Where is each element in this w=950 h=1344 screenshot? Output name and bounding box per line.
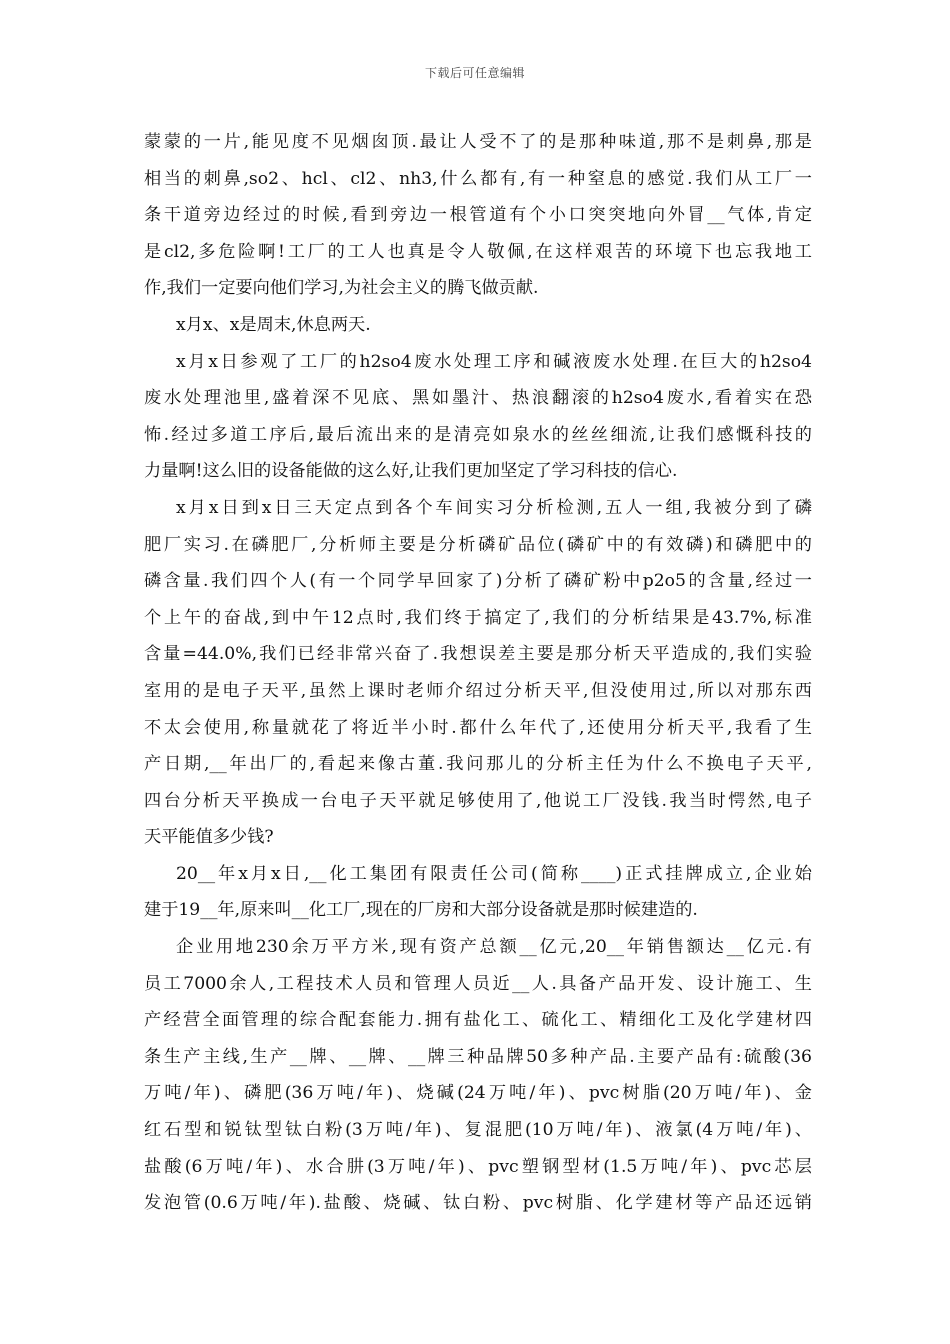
text-line: 蒙蒙的一片,能见度不见烟囱顶.最让人受不了的是那种味道,那不是刺鼻,那是 <box>144 132 812 152</box>
text-line: 相当的刺鼻,so2、hcl、cl2、nh3,什么都有,有一种窒息的感觉.我们从工厂一 <box>144 168 812 189</box>
text-line: 万吨/年)、磷肥(36万吨/年)、烧碱(24万吨/年)、pvc树脂(20万吨/年)、金 <box>144 1083 812 1104</box>
text-line: 天平能值多少钱? <box>144 827 274 848</box>
text-line: 磷含量.我们四个人(有一个同学早回家了)分析了磷矿粉中p2o5的含量,经过一 <box>144 571 812 592</box>
text-line: 产日期,__年出厂的,看起来像古董.我问那儿的分析主任为什么不换电子天平, <box>144 754 812 775</box>
text-line: 企业用地230余万平方米,现有资产总额__亿元,20__年销售额达__亿元.有 <box>176 937 812 958</box>
text-line: 作,我们一定要向他们学习,为社会主义的腾飞做贡献. <box>144 278 539 299</box>
text-line: 是cl2,多危险啊!工厂的工人也真是令人敬佩,在这样艰苦的环境下也忘我地工 <box>144 241 812 262</box>
document-body <box>144 124 812 1222</box>
text-line: 肥厂实习.在磷肥厂,分析师主要是分析磷矿品位(磷矿中的有效磷)和磷肥中的 <box>144 534 812 555</box>
text-line: 含量=44.0%,我们已经非常兴奋了.我想误差主要是那分析天平造成的,我们实验 <box>144 644 812 665</box>
text-line: 个上午的奋战,到中午12点时,我们终于搞定了,我们的分析结果是43.7%,标准 <box>144 607 812 628</box>
text-line: x月x日到x日三天定点到各个车间实习分析检测,五人一组,我被分到了磷 <box>176 497 812 518</box>
text-line: 废水处理池里,盛着深不见底、黑如墨汁、热浪翻滚的h2so4废水,看着实在恐 <box>144 388 812 409</box>
text-line: x月x、x是周末,休息两天. <box>176 314 371 335</box>
text-line: 室用的是电子天平,虽然上课时老师介绍过分析天平,但没使用过,所以对那东西 <box>144 680 812 701</box>
text-line: 盐酸(6万吨/年)、水合肼(3万吨/年)、pvc塑钢型材(1.5万吨/年)、pvc芯层 <box>144 1156 812 1177</box>
page-header: 下载后可任意编辑 <box>424 66 525 80</box>
text-line: 条生产主线,生产__牌、__牌、__牌三种品牌50多种产品.主要产品有:硫酸(36 <box>144 1046 812 1067</box>
text-line: 条干道旁边经过的时候,看到旁边一根管道有个小口突突地向外冒__气体,肯定 <box>144 205 812 226</box>
text-line: x月x日参观了工厂的h2so4废水处理工序和碱液废水处理.在巨大的h2so4 <box>176 351 812 372</box>
text-line: 发泡管(0.6万吨/年).盐酸、烧碱、钛白粉、pvc树脂、化学建材等产品还远销 <box>144 1193 812 1214</box>
text-line: 不太会使用,称量就花了将近半小时.都什么年代了,还使用分析天平,我看了生 <box>144 717 812 738</box>
text-line: 产经营全面管理的综合配套能力.拥有盐化工、硫化工、精细化工及化学建材四 <box>144 1010 812 1031</box>
text-line: 红石型和锐钛型钛白粉(3万吨/年)、复混肥(10万吨/年)、液氯(4万吨/年)、 <box>144 1120 812 1141</box>
text-line: 力量啊!这么旧的设备能做的这么好,让我们更加坚定了学习科技的信心. <box>144 461 678 482</box>
text-line: 怖.经过多道工序后,最后流出来的是清亮如泉水的丝丝细流,让我们感慨科技的 <box>144 424 812 445</box>
text-line: 20__年x月x日,__化工集团有限责任公司(简称____)正式挂牌成立,企业始 <box>176 863 812 884</box>
text-line: 员工7000余人,工程技术人员和管理人员近__人.具备产品开发、设计施工、生 <box>144 973 812 994</box>
text-line: 建于19__年,原来叫__化工厂,现在的厂房和大部分设备就是那时候建造的. <box>144 900 698 921</box>
text-line: 四台分析天平换成一台电子天平就足够使用了,他说工厂没钱.我当时愕然,电子 <box>144 790 812 811</box>
